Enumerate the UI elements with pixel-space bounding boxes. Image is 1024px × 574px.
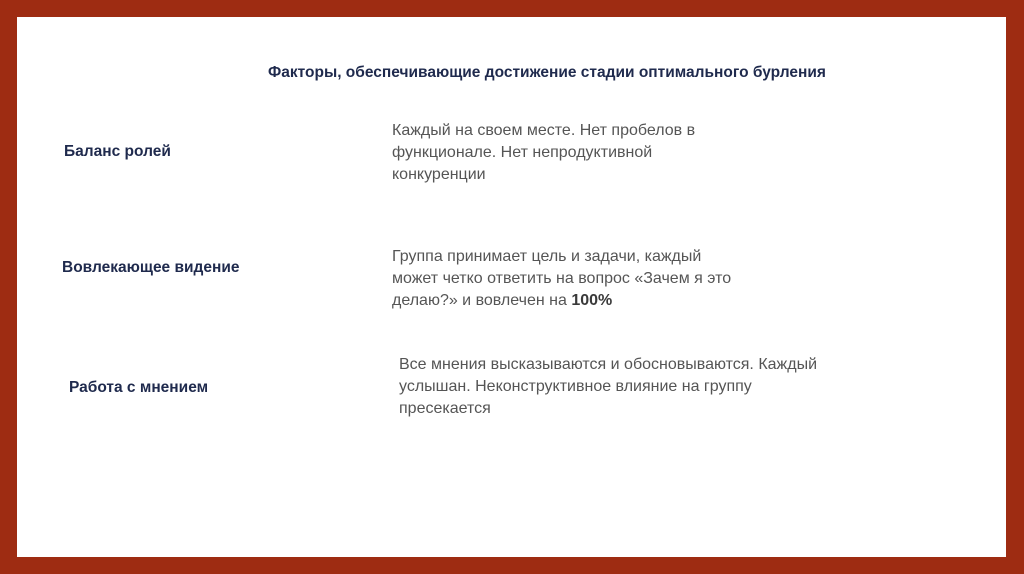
description-line: услышан. Неконструктивное влияние на группу [399,378,752,395]
description-line [392,290,731,312]
factor-label-engaging-vision: Вовлекающее видение [62,259,240,276]
description-line: Каждый на своем месте. Нет пробелов в [392,122,696,139]
factor-description-role-balance [392,120,695,186]
slide [17,17,1006,557]
description-line-text: делаю?» и вовлечен на [392,292,572,309]
factor-description-opinion-work [399,354,817,420]
description-line: Все мнения высказываются и обосновываются. Каждый [399,356,818,373]
description-line: конкуренции [392,166,486,183]
emphasis-percent: 100% [571,292,613,309]
factor-label-role-balance: Баланс ролей [64,143,171,160]
description-line: Группа принимает цель и задачи, каждый [392,248,702,265]
description-line: пресекается [399,400,491,417]
factor-label-opinion-work: Работа с мнением [69,379,209,396]
description-line: может четко ответить на вопрос «Зачем я это [392,270,732,287]
slide-title: Факторы, обеспечивающие достижение стадии оптимального бурления [268,64,826,81]
factor-description-engaging-vision [392,246,731,312]
description-line: функционале. Нет непродуктивной [392,144,653,161]
